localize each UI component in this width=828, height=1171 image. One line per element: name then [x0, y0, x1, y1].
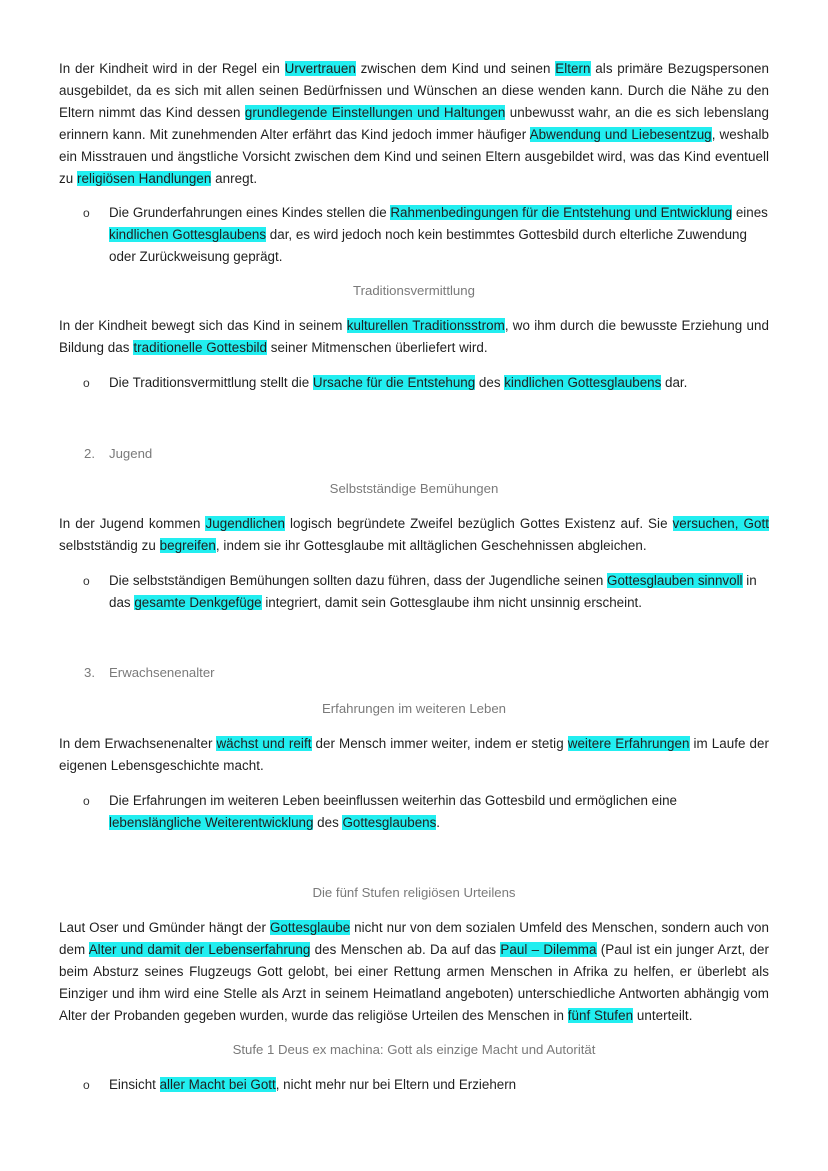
text-run: seiner Mitmenschen überliefert wird. [267, 340, 488, 355]
highlighted-text: weitere Erfahrungen [567, 736, 690, 751]
highlighted-text: Jugendlichen [205, 516, 286, 531]
text-run: der Mensch immer weiter, indem er stetig [311, 736, 568, 751]
text-run: selbstständig zu [59, 538, 160, 553]
highlighted-text: Eltern [555, 61, 591, 76]
text-run: In der Jugend kommen [59, 516, 206, 531]
text-run: in das [109, 573, 757, 610]
text-run: , wo ihm durch die bewusste Erziehung und Bildung das [59, 318, 770, 355]
text-run: Die Traditionsvermittlung stellt die [109, 375, 313, 390]
paragraph-traditionsstrom [59, 315, 769, 359]
text-run: dar, es wird jedoch noch kein bestimmtes Gottesbild durch elterliche Zuwendung oder Zurückweisung geprägt. [109, 227, 747, 264]
bullet-text [109, 1074, 769, 1096]
highlighted-text: Gottesglaubens [342, 815, 437, 830]
highlighted-text: lebenslängliche Weiterentwicklung [109, 815, 314, 830]
bullet-marker: o [83, 206, 90, 220]
text-run: In der Kindheit bewegt sich das Kind in seinem [59, 318, 347, 333]
heading-selbststaendige-bemuehungen: Selbstständige Bemühungen [329, 481, 499, 496]
text-run: dar. [661, 375, 688, 390]
highlighted-text: kulturellen Traditionsstrom [346, 318, 505, 333]
text-run: des [313, 815, 343, 830]
text-run: unterteilt. [633, 1008, 693, 1023]
text-run: des [475, 375, 505, 390]
text-run: Die Grunderfahrungen eines Kindes stellen die [109, 205, 391, 220]
text-run: , weshalb ein Misstrauen und ängstliche Vorsicht zwischen dem Kind und seinen Eltern ausgebildet wird, was das Kind eventuell zu [59, 127, 769, 186]
highlighted-text: grundlegende Einstellungen und Haltungen [244, 105, 506, 120]
section-heading-erwachsenenalter [84, 663, 215, 683]
bullet-marker: o [83, 376, 90, 390]
highlighted-text: religiösen Handlungen [77, 171, 212, 186]
highlighted-text: Rahmenbedingungen für die Entstehung und Entwicklung [390, 205, 733, 220]
text-run: . [436, 815, 441, 830]
bullet-text [109, 202, 769, 268]
text-run: unbewusst wahr, an die es sich lebenslang erinnern kann. Mit zunehmenden Alter erfährt das Kind jedoch immer häufiger [59, 105, 769, 142]
text-run: eines [732, 205, 768, 220]
heading-fuenf-stufen: Die fünf Stufen religiösen Urteilens [312, 885, 516, 900]
text-run: Die Erfahrungen im weiteren Leben beeinflussen weiterhin das Gottesbild und ermöglichen eine [109, 793, 677, 808]
highlighted-text: Gottesglaube [269, 920, 351, 935]
section-label: Erwachsenenalter [109, 665, 215, 680]
highlighted-text: Ursache für die Entstehung [312, 375, 476, 390]
heading-erfahrungen: Erfahrungen im weiteren Leben [321, 701, 506, 716]
bullet-marker: o [83, 794, 90, 808]
text-run: im Laufe der eigenen Lebensgeschichte macht. [59, 736, 769, 773]
bullet-selbststaendige-bemuehungen [59, 570, 771, 614]
section-number: 2. [84, 446, 95, 461]
highlighted-text: fünf Stufen [567, 1008, 634, 1023]
text-run: integriert, damit sein Gottesglaube ihm nicht unsinnig erscheint. [261, 595, 642, 610]
bullet-text [109, 790, 769, 834]
text-run: Einsicht [109, 1077, 160, 1092]
text-run: als primäre Bezugspersonen ausgebildet, da es sich mit allen seinen Bedürfnissen und Wünschen an diese wenden kann. Durch die Nähe zu den Eltern nimmt das Kind dessen [59, 61, 770, 120]
text-run: (Paul ist ein junger Arzt, der beim Absturz seines Flugzeugs Gott gelobt, bei einer Rettung armen Menschen in Afrika zu helfen, er überlebt als Einziger und ihm wird eine Stelle als Arzt in seinem Heimatland angeboten) unterschiedliche Antworten abhängig vom Alter der Probanden gegeben wurden, wurde das religiöse Urteilen des Menschen in [59, 942, 769, 1023]
text-run: , nicht mehr nur bei Eltern und Erziehern [275, 1077, 517, 1092]
section-heading-jugend [84, 444, 152, 464]
bullet-text [109, 570, 769, 614]
bullet-marker: o [83, 1078, 90, 1092]
bullet-erfahrungen [59, 790, 771, 834]
highlighted-text: kindlichen Gottesglaubens [109, 227, 267, 242]
heading-traditionsvermittlung: Traditionsvermittlung [353, 283, 475, 298]
highlighted-text: traditionelle Gottesbild [133, 340, 268, 355]
bullet-grunderfahrungen [59, 202, 771, 268]
highlighted-text: wächst und reift [216, 736, 312, 751]
text-run: Die selbstständigen Bemühungen sollten dazu führen, dass der Jugendliche seinen [109, 573, 608, 588]
paragraph-urvertrauen [59, 58, 769, 190]
highlighted-text: aller Macht bei Gott [159, 1077, 276, 1092]
paragraph-erwachsenenalter [59, 733, 769, 777]
paragraph-oser-gmuender [59, 917, 769, 1027]
highlighted-text: gesamte Denkgefüge [134, 595, 262, 610]
text-run: zwischen dem Kind und seinen [355, 61, 556, 76]
bullet-text [109, 372, 769, 394]
highlighted-text: begreifen [159, 538, 216, 553]
text-run: anregt. [211, 171, 258, 186]
section-label: Jugend [109, 446, 153, 461]
highlighted-text: Gottesglauben sinnvoll [607, 573, 743, 588]
bullet-marker: o [83, 574, 90, 588]
highlighted-text: versuchen, Gott [672, 516, 769, 531]
text-run: nicht nur von dem sozialen Umfeld des Menschen, sondern auch von dem [59, 920, 770, 957]
text-run: In der Kindheit wird in der Regel ein [59, 61, 285, 76]
text-run: des Menschen ab. Da auf das [310, 942, 501, 957]
text-run: In dem Erwachsenenalter [59, 736, 217, 751]
text-run: Laut Oser und Gmünder hängt der [59, 920, 270, 935]
section-number: 3. [84, 665, 95, 680]
highlighted-text: Abwendung und Liebesentzug [529, 127, 712, 142]
bullet-traditionsvermittlung [59, 372, 771, 394]
highlighted-text: kindlichen Gottesglaubens [504, 375, 662, 390]
paragraph-jugend [59, 513, 769, 557]
text-run: logisch begründete Zweifel bezüglich Gottes Existenz auf. Sie [285, 516, 673, 531]
heading-stufe-1: Stufe 1 Deus ex machina: Gott als einzige Macht und Autorität [232, 1042, 596, 1057]
text-run: , indem sie ihr Gottesglaube mit alltäglichen Geschehnissen abgleichen. [215, 538, 647, 553]
bullet-stufe-1 [59, 1074, 771, 1096]
highlighted-text: Alter und damit der Lebenserfahrung [88, 942, 311, 957]
highlighted-text: Paul – Dilemma [500, 942, 597, 957]
highlighted-text: Urvertrauen [284, 61, 356, 76]
